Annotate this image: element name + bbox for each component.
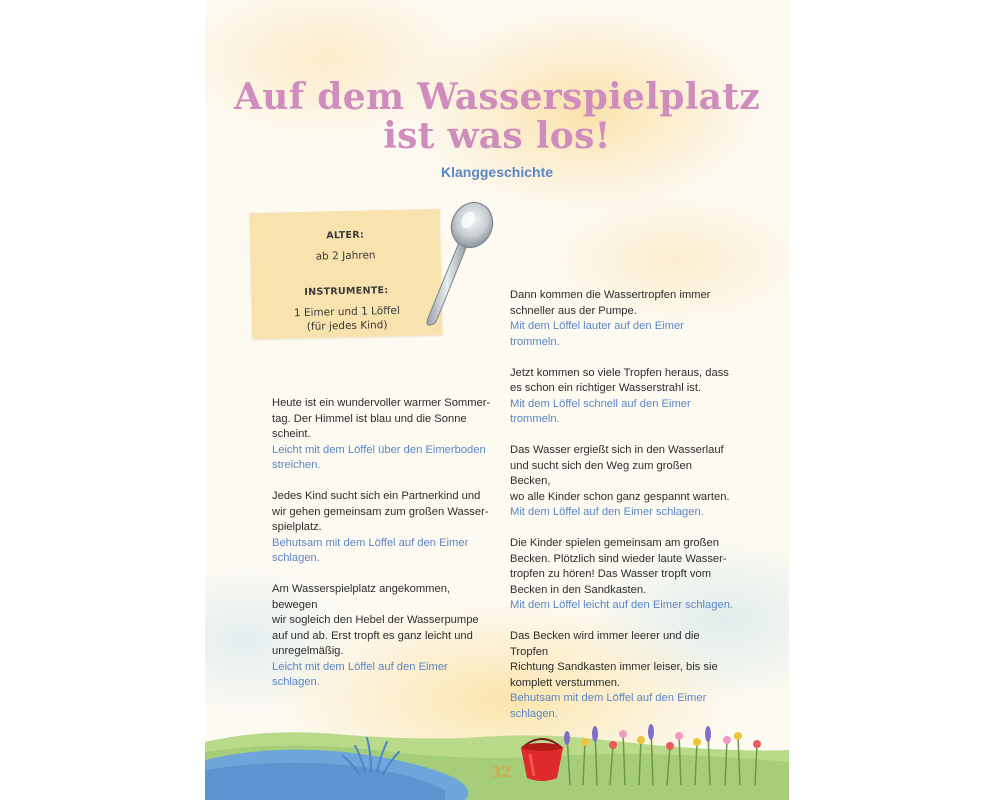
story-text-line: es schon ein richtiger Wasserstrahl ist. <box>510 382 702 394</box>
story-text-line: unregelmäßig. <box>272 645 344 657</box>
title-line-1: Auf dem Wasserspielplatz <box>233 76 760 118</box>
story-text-line: scheint. <box>272 428 311 440</box>
story-paragraph <box>272 582 497 691</box>
story-text-line: und sucht sich den Weg zum großen Becken, <box>510 459 692 487</box>
story-text-line: Jetzt kommen so viele Tropfen heraus, dass <box>510 366 729 379</box>
story-text-line: spielplatz. <box>272 521 322 533</box>
title-line-2: ist was los! <box>383 115 611 157</box>
instruction-text-line: Leicht mit dem Löffel auf den Eimer schlagen. <box>272 660 448 688</box>
story-text-line: Das Becken wird immer leerer und die Tropfen <box>510 630 700 658</box>
instruments-line-2: (für jedes Kind) <box>306 319 388 333</box>
story-text-line: Das Wasser ergießt sich in den Wasserlauf <box>510 444 724 456</box>
story-paragraph <box>510 366 735 428</box>
page-subtitle: Klanggeschichte <box>440 164 554 180</box>
meadow-illustration <box>205 690 789 800</box>
story-paragraph <box>510 536 735 614</box>
story-text-line: Jedes Kind sucht sich ein Partnerkind und <box>272 490 481 502</box>
age-label: ALTER: <box>326 229 365 242</box>
instruction-text-line: schlagen. <box>272 552 320 564</box>
story-paragraph <box>272 489 497 567</box>
story-paragraph <box>272 396 497 474</box>
story-text-line: wo alle Kinder schon ganz gespannt warten. <box>510 490 730 503</box>
instruction-text-line: Mit dem Löffel schnell auf den Eimer trommeln. <box>510 397 691 425</box>
instruction-text-line: Mit dem Löffel leicht auf den Eimer schlagen. <box>510 599 734 611</box>
story-paragraph <box>510 443 735 521</box>
story-text-line: Dann kommen die Wassertropfen immer <box>510 289 711 301</box>
spoon-illustration <box>410 200 500 330</box>
story-text-line: wir gehen gemeinsam zum großen Wasser- <box>272 505 489 518</box>
red-bucket <box>521 739 563 781</box>
story-text-line: Becken. Plötzlich sind wieder laute Wasser- <box>510 552 727 565</box>
story-column-right <box>510 288 735 738</box>
story-text-line: auf und ab. Erst tropft es ganz leicht und <box>272 629 473 642</box>
book-page <box>205 0 789 800</box>
story-text-line: Am Wasserspielplatz angekommen, bewegen <box>272 583 451 611</box>
story-text-line: Richtung Sandkasten immer leiser, bis sie <box>510 661 718 673</box>
instruction-text-line: Leicht mit dem Löffel über den Eimerboden <box>272 443 486 456</box>
instruction-text-line: Behutsam mit dem Löffel auf den Eimer <box>272 536 469 549</box>
story-text-line: tag. Der Himmel ist blau und die Sonne <box>272 412 467 425</box>
story-text-line: tropfen zu hören! Das Wasser tropft vom <box>510 568 712 580</box>
instruction-text-line: Mit dem Löffel lauter auf den Eimer trommeln. <box>510 320 684 348</box>
instruction-text-line: Mit dem Löffel auf den Eimer schlagen. <box>510 506 704 518</box>
story-text-line: Heute ist ein wundervoller warmer Sommer- <box>272 397 491 409</box>
page-number: 32 <box>490 763 512 781</box>
instruments-line-1: 1 Eimer und 1 Löffel <box>293 304 400 320</box>
story-text-line: Becken in den Sandkasten. <box>510 583 647 596</box>
instruction-text-line: Behutsam mit dem Löffel auf den Eimer <box>510 692 707 704</box>
story-text-line: wir sogleich den Hebel der Wasserpumpe <box>272 614 479 626</box>
page-title <box>205 78 789 156</box>
story-text-line: schneller aus der Pumpe. <box>510 304 637 317</box>
story-column-left <box>272 396 497 706</box>
age-value: ab 2 Jahren <box>315 249 376 263</box>
story-text-line: Die Kinder spielen gemeinsam am großen <box>510 537 719 549</box>
story-paragraph <box>510 288 735 350</box>
instruction-text-line: streichen. <box>272 459 321 471</box>
story-text-line: komplett verstummen. <box>510 676 621 689</box>
instruments-label: INSTRUMENTE: <box>304 285 389 298</box>
instruction-text-line: schlagen. <box>510 707 558 720</box>
